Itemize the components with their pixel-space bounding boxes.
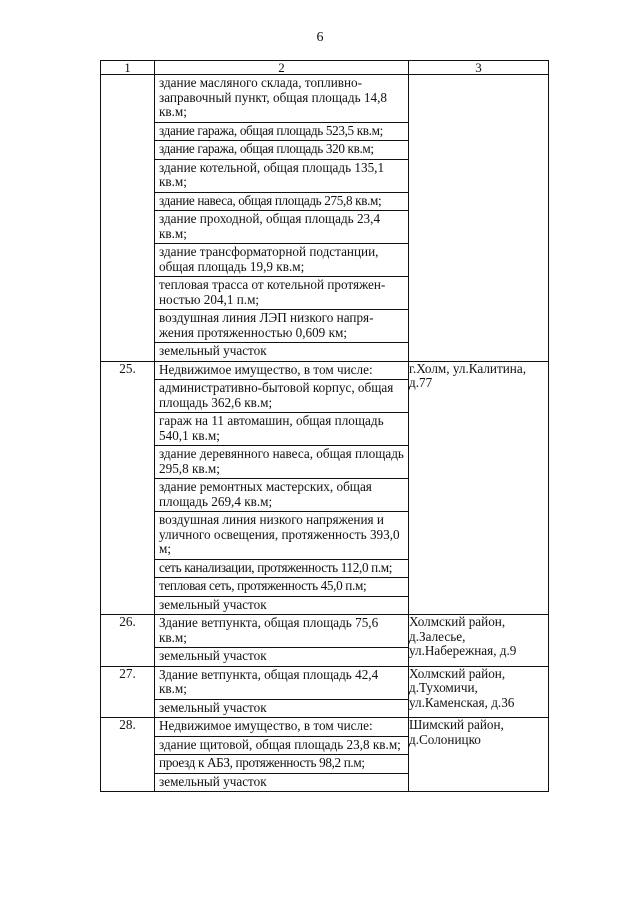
property-item: Здание ветпункта, общая площадь 42,4 кв.м;: [155, 667, 408, 700]
property-item: земельный участок: [159, 699, 267, 715]
property-item: сеть канализации, протяженность 112,0 п.м;: [155, 560, 408, 579]
row-number: 28.: [101, 718, 155, 792]
property-item: воздушная линия низкого напряжения и уличного освещения, протяженность 393,0 м;: [155, 512, 408, 560]
property-item: тепловая сеть, протяженность 45,0 п.м;: [155, 578, 408, 597]
property-item: здание щитовой, общая площадь 23,8 кв.м;: [155, 737, 408, 756]
property-address: Холмский район, д.Тухомичи, ул.Каменская, д.36: [409, 666, 549, 718]
table-header-row: [101, 61, 549, 75]
property-items: [155, 666, 409, 718]
property-item: земельный участок: [159, 343, 267, 358]
property-item: земельный участок: [159, 773, 267, 789]
property-item: здание ремонтных мастерских, общая площадь 269,4 кв.м;: [155, 479, 408, 512]
table-row: [101, 361, 549, 615]
property-item: Здание ветпункта, общая площадь 75,6 кв.м;: [155, 615, 408, 648]
table-row: [101, 718, 549, 792]
property-item: здание трансформаторной подстанции, общая площадь 19,9 кв.м;: [155, 244, 408, 277]
property-item: здание навеса, общая площадь 275,8 кв.м;: [155, 193, 408, 212]
property-item: здание гаража, общая площадь 320 кв.м;: [155, 141, 408, 160]
column-header: 1: [101, 61, 155, 75]
row-number: 27.: [101, 666, 155, 718]
property-item: административно-бытовой корпус, общая площадь 362,6 кв.м;: [155, 380, 408, 413]
property-item: здание проходной, общая площадь 23,4 кв.м;: [155, 211, 408, 244]
column-header: 3: [409, 61, 549, 75]
property-item: здание масляного склада, топливно-заправочный пункт, общая площадь 14,8 кв.м;: [155, 75, 408, 123]
property-item: проезд к АБЗ, протяженность 98,2 п.м;: [155, 755, 408, 774]
property-item: здание гаража, общая площадь 523,5 кв.м;: [155, 123, 408, 142]
property-items: [155, 615, 409, 667]
property-item: воздушная линия ЛЭП низкого напря-жения протяженностью 0,609 км;: [155, 310, 408, 343]
property-item: здание котельной, общая площадь 135,1 кв.м;: [155, 160, 408, 193]
property-address: [409, 75, 549, 362]
property-items: [155, 718, 409, 792]
property-item: Недвижимое имущество, в том числе:: [155, 362, 408, 381]
row-number: 25.: [101, 361, 155, 615]
page-number: 6: [316, 30, 324, 45]
column-header: 2: [155, 61, 409, 75]
table-row: [101, 75, 549, 362]
property-items: [155, 75, 409, 362]
property-item: гараж на 11 автомашин, общая площадь 540,1 кв.м;: [155, 413, 408, 446]
property-items: [155, 361, 409, 615]
property-table: [100, 60, 549, 792]
property-item: земельный участок: [159, 596, 267, 612]
property-item: земельный участок: [159, 648, 267, 663]
property-item: Недвижимое имущество, в том числе:: [155, 718, 408, 737]
table-row: [101, 666, 549, 718]
property-item: тепловая трасса от котельной протяжен-ностью 204,1 п.м;: [155, 277, 408, 310]
property-item: здание деревянного навеса, общая площадь 295,8 кв.м;: [155, 446, 408, 479]
row-number: 26.: [101, 615, 155, 667]
property-address: г.Холм, ул.Калитина, д.77: [409, 361, 549, 615]
table-row: [101, 615, 549, 667]
property-address: Шимский район, д.Солоницко: [409, 718, 549, 792]
row-number: [101, 75, 155, 362]
property-address: Холмский район, д.Залесье, ул.Набережная, д.9: [409, 615, 549, 667]
